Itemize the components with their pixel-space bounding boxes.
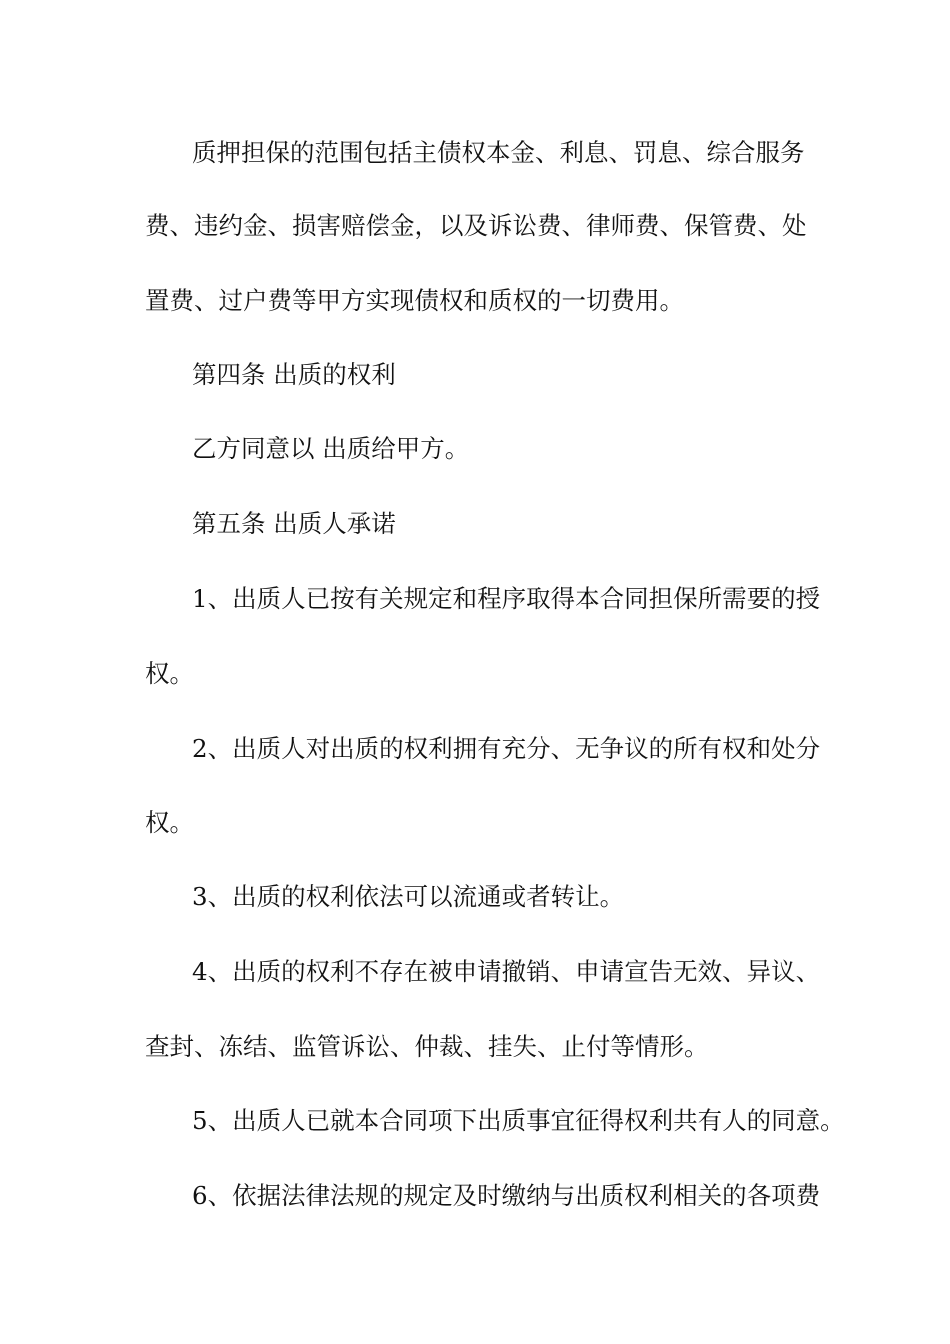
promise-2-line-1: 2、出质人对出质的权利拥有充分、无争议的所有权和处分 (192, 734, 821, 763)
promise-1-line-1: 1、出质人已按有关规定和程序取得本合同担保所需要的授 (192, 584, 821, 613)
paragraph-scope-line-1: 质押担保的范围包括主债权本金、利息、罚息、综合服务 (192, 138, 805, 167)
promise-1-line-2: 权。 (145, 659, 194, 688)
promise-4-line-1: 4、出质的权利不存在被申请撤销、申请宣告无效、异议、 (192, 957, 821, 986)
promise-2-line-2: 权。 (145, 808, 194, 837)
article-4-text: 乙方同意以 出质给甲方。 (192, 434, 470, 463)
paragraph-scope-line-3: 置费、过户费等甲方实现债权和质权的一切费用。 (145, 286, 684, 315)
article-5-heading: 第五条 出质人承诺 (192, 509, 396, 538)
promise-4-line-2: 查封、冻结、监管诉讼、仲裁、挂失、止付等情形。 (145, 1032, 709, 1061)
paragraph-scope-line-2: 费、违约金、损害赔偿金，以及诉讼费、律师费、保管费、处 (145, 211, 807, 240)
promise-6-line-1: 6、依据法律法规的规定及时缴纳与出质权利相关的各项费 (192, 1181, 821, 1210)
article-4-heading: 第四条 出质的权利 (192, 360, 396, 389)
promise-5: 5、出质人已就本合同项下出质事宜征得权利共有人的同意。 (192, 1106, 845, 1135)
promise-3: 3、出质的权利依法可以流通或者转让。 (192, 882, 625, 911)
